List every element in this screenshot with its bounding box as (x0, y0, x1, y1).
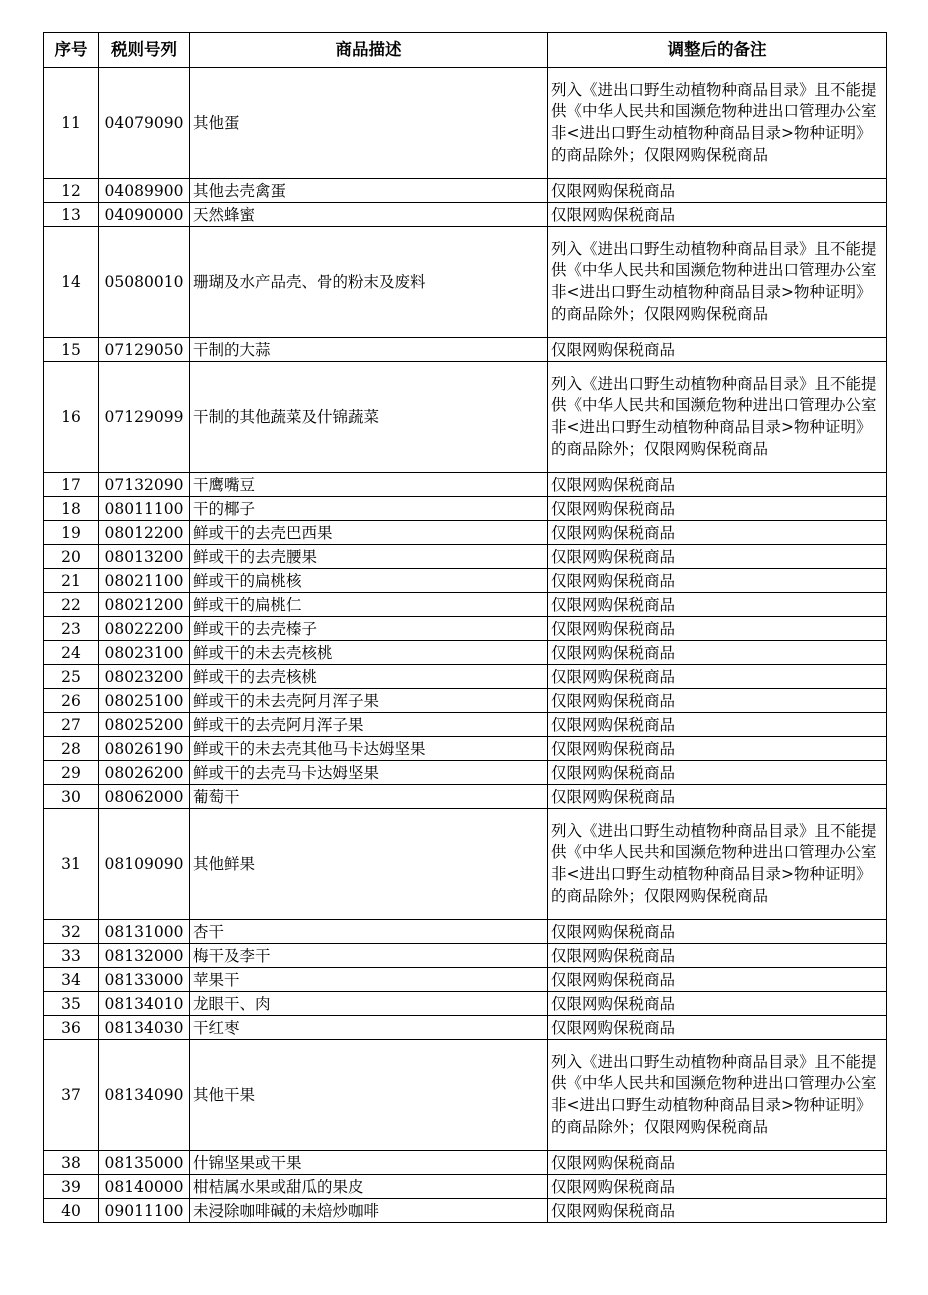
row-remarks: 仅限网购保税商品 (548, 761, 887, 785)
row-remarks: 仅限网购保税商品 (548, 1175, 887, 1199)
table-row (44, 1151, 887, 1175)
row-tariff-code: 08023100 (99, 641, 190, 665)
row-description: 其他去壳禽蛋 (190, 179, 548, 203)
row-remarks: 仅限网购保税商品 (548, 593, 887, 617)
row-tariff-code: 08132000 (99, 944, 190, 968)
row-remarks: 仅限网购保税商品 (548, 641, 887, 665)
row-remarks: 仅限网购保税商品 (548, 737, 887, 761)
row-description: 鲜或干的去壳核桃 (190, 665, 548, 689)
row-tariff-code: 08022200 (99, 617, 190, 641)
row-serial-no: 12 (44, 179, 99, 203)
row-serial-no: 32 (44, 920, 99, 944)
row-serial-no: 11 (44, 68, 99, 179)
row-serial-no: 17 (44, 473, 99, 497)
row-tariff-code: 04079090 (99, 68, 190, 179)
row-description: 鲜或干的去壳榛子 (190, 617, 548, 641)
table-row (44, 521, 887, 545)
table-row (44, 1199, 887, 1223)
row-serial-no: 24 (44, 641, 99, 665)
table-row (44, 713, 887, 737)
row-remarks: 列入《进出口野生动植物种商品目录》且不能提供《中华人民共和国濒危物种进出口管理办公室非<进出口野生动植物种商品目录>物种证明》的商品除外；仅限网购保税商品 (548, 227, 887, 338)
table-row (44, 665, 887, 689)
row-description: 未浸除咖啡碱的未焙炒咖啡 (190, 1199, 548, 1223)
table-row (44, 1040, 887, 1151)
row-remarks: 仅限网购保税商品 (548, 569, 887, 593)
row-description: 鲜或干的扁桃核 (190, 569, 548, 593)
row-tariff-code: 08026190 (99, 737, 190, 761)
table-row (44, 785, 887, 809)
row-serial-no: 30 (44, 785, 99, 809)
row-tariff-code: 04089900 (99, 179, 190, 203)
row-description: 鲜或干的未去壳核桃 (190, 641, 548, 665)
table-row (44, 968, 887, 992)
row-serial-no: 36 (44, 1016, 99, 1040)
row-tariff-code: 08013200 (99, 545, 190, 569)
row-serial-no: 29 (44, 761, 99, 785)
table-row (44, 569, 887, 593)
row-serial-no: 40 (44, 1199, 99, 1223)
row-serial-no: 14 (44, 227, 99, 338)
header-remarks: 调整后的备注 (548, 33, 887, 68)
table-row (44, 761, 887, 785)
table-row (44, 338, 887, 362)
row-remarks: 仅限网购保税商品 (548, 179, 887, 203)
row-tariff-code: 07129050 (99, 338, 190, 362)
row-serial-no: 26 (44, 689, 99, 713)
table-row (44, 944, 887, 968)
row-serial-no: 31 (44, 809, 99, 920)
table-row (44, 179, 887, 203)
row-tariff-code: 08131000 (99, 920, 190, 944)
row-description: 鲜或干的去壳巴西果 (190, 521, 548, 545)
row-serial-no: 28 (44, 737, 99, 761)
row-remarks: 仅限网购保税商品 (548, 689, 887, 713)
row-serial-no: 39 (44, 1175, 99, 1199)
row-remarks: 仅限网购保税商品 (548, 473, 887, 497)
table-row (44, 1175, 887, 1199)
table-row (44, 617, 887, 641)
row-serial-no: 18 (44, 497, 99, 521)
row-remarks: 列入《进出口野生动植物种商品目录》且不能提供《中华人民共和国濒危物种进出口管理办公室非<进出口野生动植物种商品目录>物种证明》的商品除外；仅限网购保税商品 (548, 362, 887, 473)
row-serial-no: 35 (44, 992, 99, 1016)
row-remarks: 仅限网购保税商品 (548, 992, 887, 1016)
row-serial-no: 37 (44, 1040, 99, 1151)
row-description: 柑桔属水果或甜瓜的果皮 (190, 1175, 548, 1199)
row-tariff-code: 08133000 (99, 968, 190, 992)
row-remarks: 仅限网购保税商品 (548, 1151, 887, 1175)
row-description: 其他鲜果 (190, 809, 548, 920)
row-serial-no: 27 (44, 713, 99, 737)
row-serial-no: 13 (44, 203, 99, 227)
row-remarks: 仅限网购保税商品 (548, 203, 887, 227)
table-row (44, 737, 887, 761)
row-description: 鲜或干的去壳腰果 (190, 545, 548, 569)
row-tariff-code: 08012200 (99, 521, 190, 545)
row-tariff-code: 08025100 (99, 689, 190, 713)
row-remarks: 仅限网购保税商品 (548, 713, 887, 737)
goods-table (43, 32, 887, 1223)
row-description: 珊瑚及水产品壳、骨的粉末及废料 (190, 227, 548, 338)
row-description: 天然蜂蜜 (190, 203, 548, 227)
table-row (44, 227, 887, 338)
row-serial-no: 33 (44, 944, 99, 968)
row-description: 鲜或干的未去壳其他马卡达姆坚果 (190, 737, 548, 761)
header-serial-no: 序号 (44, 33, 99, 68)
row-description: 苹果干 (190, 968, 548, 992)
row-remarks: 仅限网购保税商品 (548, 1016, 887, 1040)
row-description: 其他蛋 (190, 68, 548, 179)
row-description: 干鹰嘴豆 (190, 473, 548, 497)
row-description: 干制的其他蔬菜及什锦蔬菜 (190, 362, 548, 473)
row-tariff-code: 08134010 (99, 992, 190, 1016)
table-row (44, 689, 887, 713)
row-description: 干制的大蒜 (190, 338, 548, 362)
row-tariff-code: 08025200 (99, 713, 190, 737)
row-description: 梅干及李干 (190, 944, 548, 968)
row-remarks: 仅限网购保税商品 (548, 665, 887, 689)
table-row (44, 68, 887, 179)
row-remarks: 仅限网购保税商品 (548, 944, 887, 968)
row-tariff-code: 08135000 (99, 1151, 190, 1175)
row-remarks: 列入《进出口野生动植物种商品目录》且不能提供《中华人民共和国濒危物种进出口管理办公室非<进出口野生动植物种商品目录>物种证明》的商品除外；仅限网购保税商品 (548, 809, 887, 920)
table-row (44, 362, 887, 473)
row-tariff-code: 08011100 (99, 497, 190, 521)
row-description: 鲜或干的去壳阿月浑子果 (190, 713, 548, 737)
row-remarks: 仅限网购保税商品 (548, 785, 887, 809)
row-tariff-code: 08109090 (99, 809, 190, 920)
row-description: 杏干 (190, 920, 548, 944)
row-tariff-code: 08021200 (99, 593, 190, 617)
row-serial-no: 19 (44, 521, 99, 545)
row-remarks: 仅限网购保税商品 (548, 968, 887, 992)
row-tariff-code: 05080010 (99, 227, 190, 338)
row-tariff-code: 08134030 (99, 1016, 190, 1040)
row-serial-no: 15 (44, 338, 99, 362)
table-row (44, 809, 887, 920)
table-row (44, 593, 887, 617)
row-remarks: 仅限网购保税商品 (548, 521, 887, 545)
row-remarks: 仅限网购保税商品 (548, 617, 887, 641)
table-row (44, 641, 887, 665)
row-tariff-code: 08023200 (99, 665, 190, 689)
row-tariff-code: 08140000 (99, 1175, 190, 1199)
table-row (44, 992, 887, 1016)
row-description: 鲜或干的未去壳阿月浑子果 (190, 689, 548, 713)
row-serial-no: 22 (44, 593, 99, 617)
row-serial-no: 16 (44, 362, 99, 473)
table-row (44, 203, 887, 227)
row-description: 什锦坚果或干果 (190, 1151, 548, 1175)
table-row (44, 497, 887, 521)
row-description: 鲜或干的扁桃仁 (190, 593, 548, 617)
row-tariff-code: 08021100 (99, 569, 190, 593)
row-description: 干红枣 (190, 1016, 548, 1040)
row-remarks: 仅限网购保税商品 (548, 497, 887, 521)
row-serial-no: 23 (44, 617, 99, 641)
header-tariff-code: 税则号列 (99, 33, 190, 68)
row-serial-no: 25 (44, 665, 99, 689)
row-tariff-code: 08026200 (99, 761, 190, 785)
row-tariff-code: 08062000 (99, 785, 190, 809)
row-serial-no: 34 (44, 968, 99, 992)
row-serial-no: 21 (44, 569, 99, 593)
row-remarks: 仅限网购保税商品 (548, 545, 887, 569)
row-tariff-code: 07129099 (99, 362, 190, 473)
row-description: 其他干果 (190, 1040, 548, 1151)
table-row (44, 920, 887, 944)
row-tariff-code: 08134090 (99, 1040, 190, 1151)
row-description: 葡萄干 (190, 785, 548, 809)
row-remarks: 列入《进出口野生动植物种商品目录》且不能提供《中华人民共和国濒危物种进出口管理办公室非<进出口野生动植物种商品目录>物种证明》的商品除外；仅限网购保税商品 (548, 68, 887, 179)
row-description: 龙眼干、肉 (190, 992, 548, 1016)
table-header-row (44, 33, 887, 68)
table-row (44, 1016, 887, 1040)
row-tariff-code: 09011100 (99, 1199, 190, 1223)
row-serial-no: 20 (44, 545, 99, 569)
header-description: 商品描述 (190, 33, 548, 68)
table-row (44, 473, 887, 497)
row-tariff-code: 07132090 (99, 473, 190, 497)
row-remarks: 列入《进出口野生动植物种商品目录》且不能提供《中华人民共和国濒危物种进出口管理办公室非<进出口野生动植物种商品目录>物种证明》的商品除外；仅限网购保税商品 (548, 1040, 887, 1151)
row-serial-no: 38 (44, 1151, 99, 1175)
row-description: 鲜或干的去壳马卡达姆坚果 (190, 761, 548, 785)
row-remarks: 仅限网购保税商品 (548, 920, 887, 944)
table-row (44, 545, 887, 569)
row-description: 干的椰子 (190, 497, 548, 521)
row-remarks: 仅限网购保税商品 (548, 1199, 887, 1223)
row-remarks: 仅限网购保税商品 (548, 338, 887, 362)
row-tariff-code: 04090000 (99, 203, 190, 227)
